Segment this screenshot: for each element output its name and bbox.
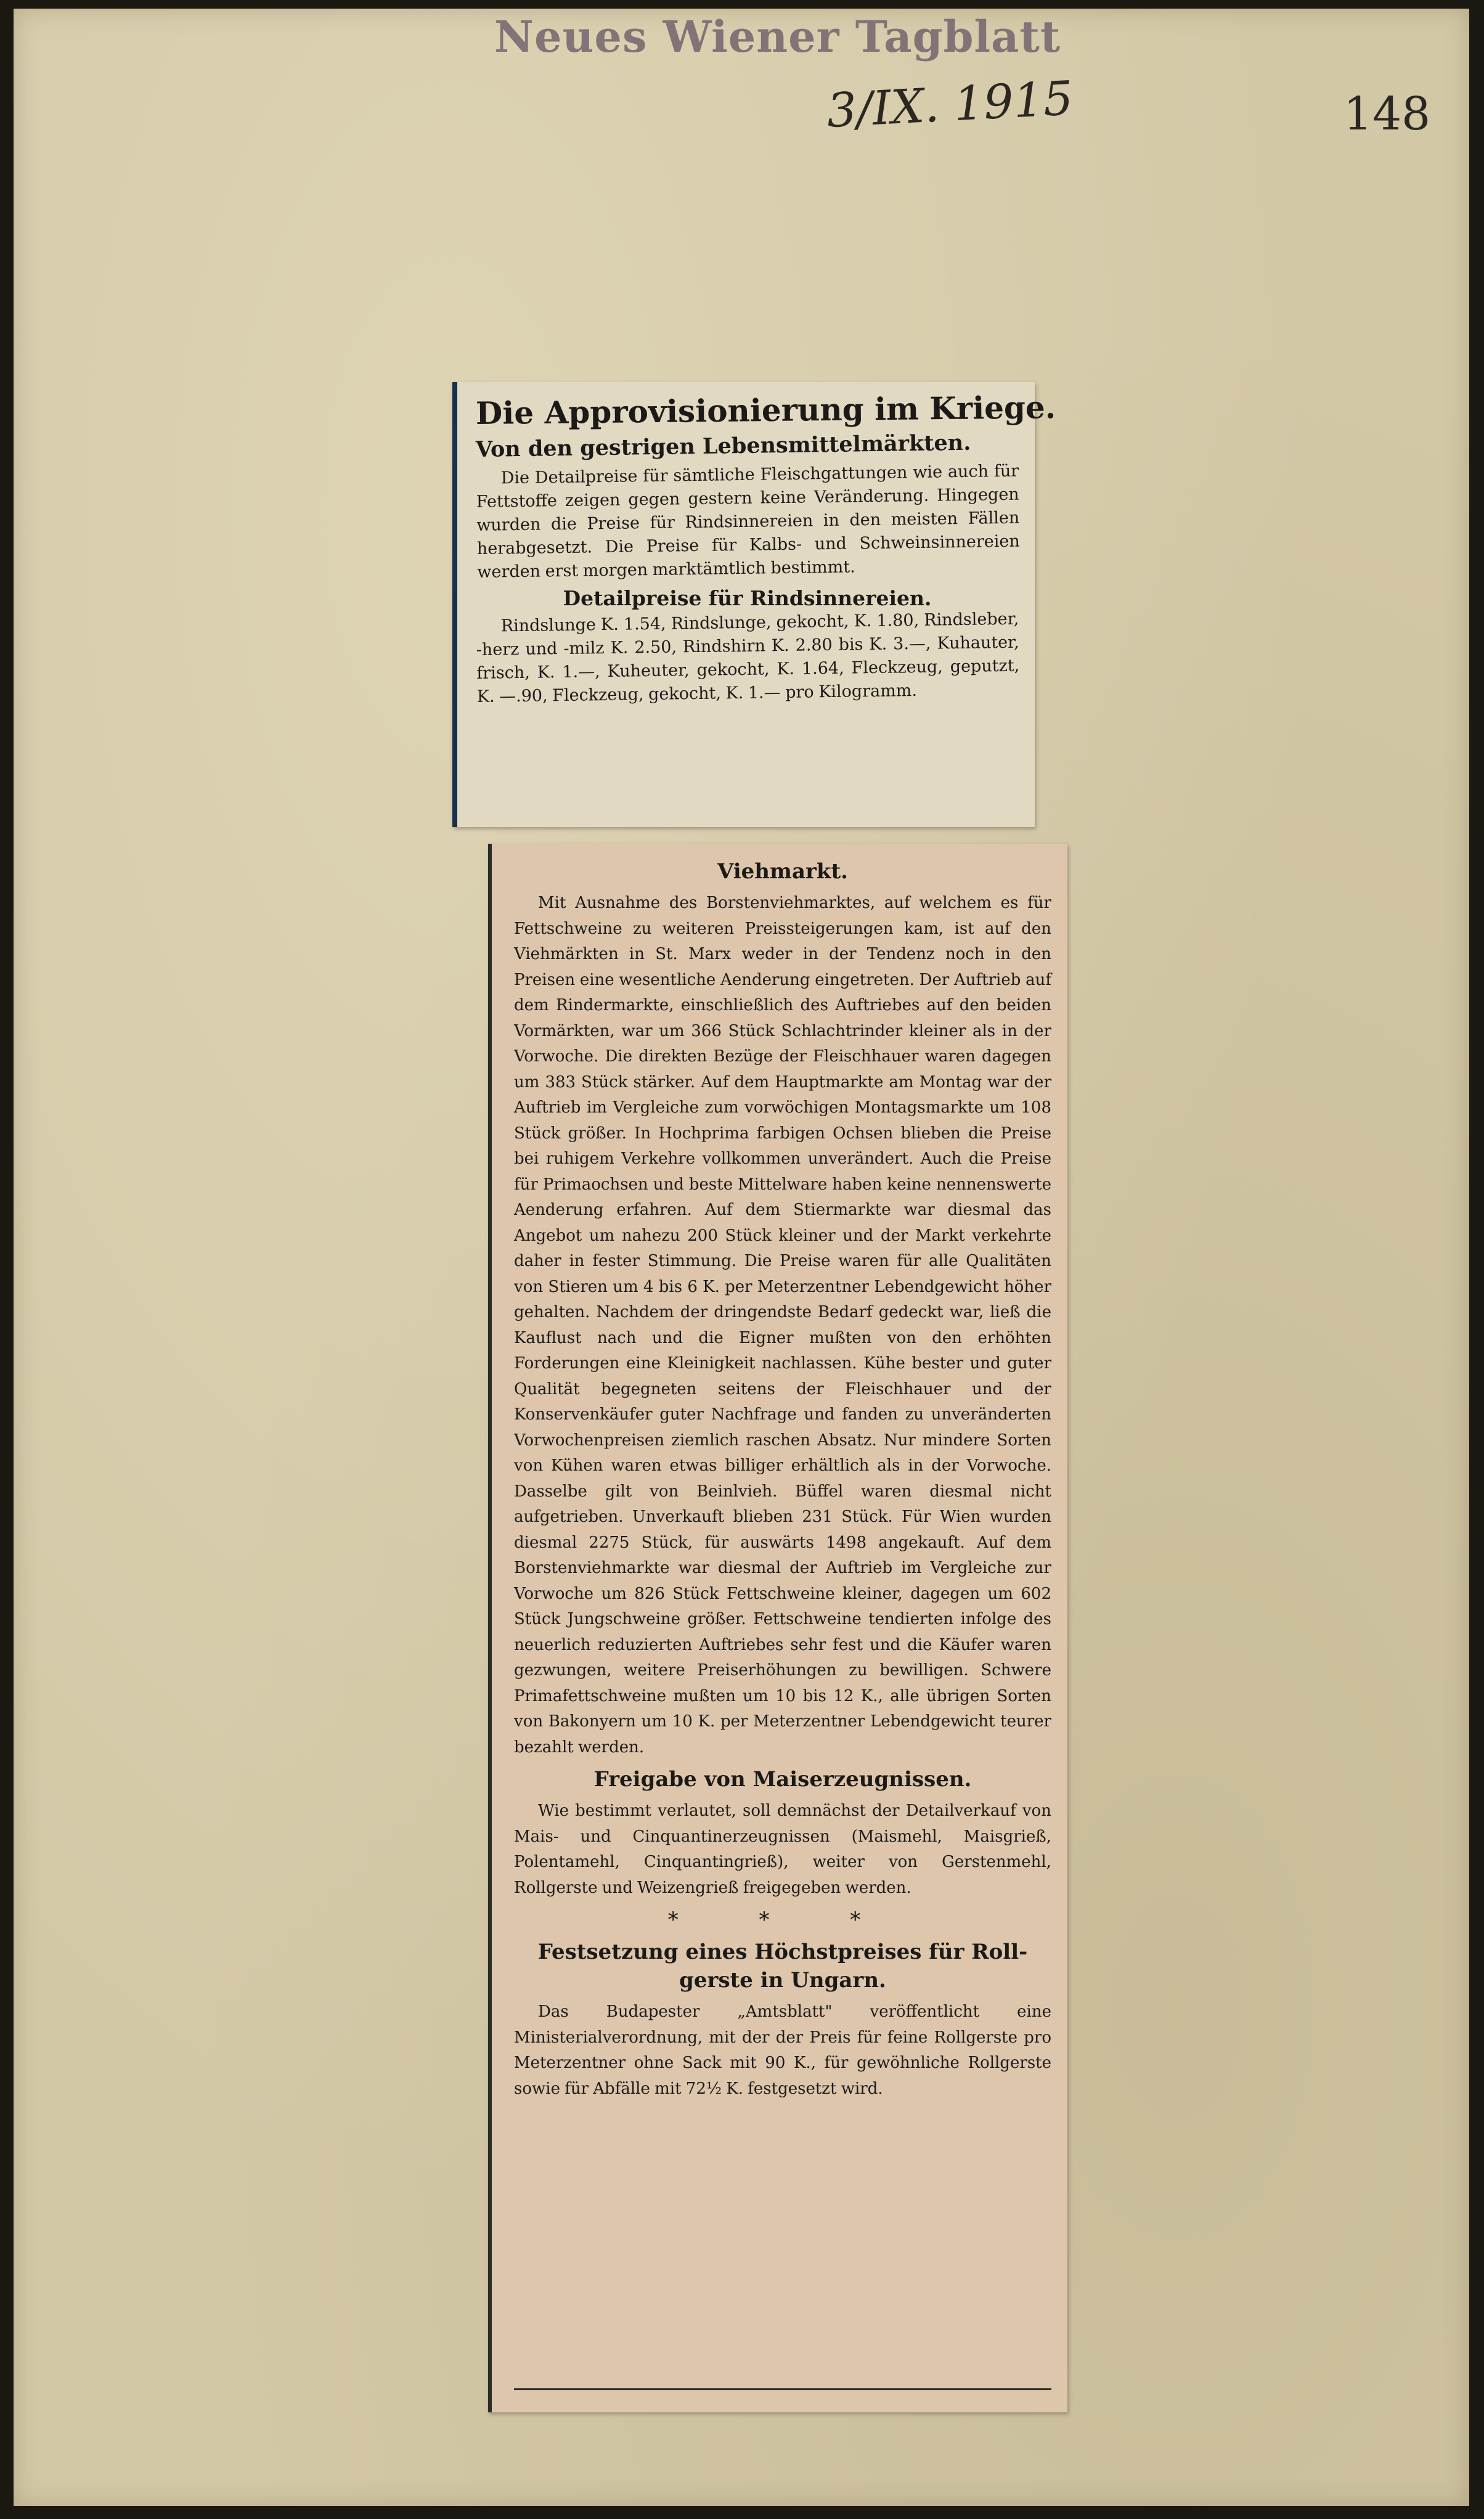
viehmarkt-paragraph: Mit Ausnahme des Borstenviehmarktes, auf welchem es für Fettschweine zu weiteren Preissteigerungen kam, ist auf den Viehmärkten in St. Marx weder in der Tendenz noch in den Preisen eine wesentliche Aenderung eingetreten. Der Auftrieb auf dem Rindermarkte, einschließlich des Auftriebes auf den beiden Vormärkten, war um 366 Stück Schlachtrinder kleiner als in der Vorwoche. Die direkten Bezüge der Fleischhauer waren dagegen um 383 Stück stärker. Auf dem Hauptmarkte am Montag war der Auftrieb im Vergleiche zum vorwöchigen Montagsmarkte um 108 Stück größer. In Hochprima farbigen Ochsen blieben die Preise bei ruhigem Verkehre vollkommen unverändert. Auch die Preise für Primaochsen und beste Mittelware haben keine nennenswerte Aenderung erfahren. Auf dem Stiermarkte war diesmal das Angebot um nahezu 200 Stück kleiner und der Markt verkehrte daher in fester Stimmung. Die Preise waren für alle Qualitäten von Stieren um 4 bis 6 K. per Meterzentner Lebendgewicht höher gehalten. Nachdem der dringendste Bedarf gedeckt war, ließ die Kauflust nach und die Eigner mußten von den erhöhten Forderungen eine Kleinigkeit nachlassen. Kühe bester und guter Qualität begegneten seitens der Fleischhauer und der Konservenkäufer guter Nachfrage und fanden zu unveränderten Vorwochenpreisen ziemlich raschen Absatz. Nur mindere Sorten von Kühen waren etwas billiger erhältlich als in der Vorwoche. Dasselbe gilt von Beinlvieh. Büffel waren diesmal nicht aufgetrieben. Unverkauft blieben 231 Stück. Für Wien wurden diesmal 2275 Stück, für auswärts 1498 angekauft. Auf dem Borstenviehmarkte war diesmal der Auftrieb im Vergleiche zur Vorwoche um 826 Stück Fettschweine kleiner, dagegen um 602 Stück Jungschweine größer. Fettschweine tendierten infolge des neuerlich reduzierten Auftriebes sehr fest und die Käufer waren gezwungen, weitere Preiserhöhungen zu bewilligen. Schwere Primafettschweine mußten um 10 bis 12 K., alle übrigen Sorten von Bakonyern um 10 K. per Meterzentner Lebendgewicht teurer bezahlt werden. xyxy=(514,894,1051,1757)
clipping-viehmarkt xyxy=(488,844,1067,2412)
archive-sheet xyxy=(14,9,1469,2506)
rollgerste-title-line-1: Festsetzung eines Höchstpreises für Roll- xyxy=(537,1940,1028,1964)
clipping-approvisionierung xyxy=(452,382,1056,827)
handwritten-date: 3/IX. 1915 xyxy=(825,70,1075,138)
section-title-viehmarkt: Viehmarkt. xyxy=(717,859,849,884)
prices-paragraph: Rindslunge K. 1.54, Rindslunge, gekocht, K. 1.80, Rindsleber, -herz und -milz K. 2.50, Rindshirn K. 2.80 bis K. 3.—, Kuhauter, frisch, K. 1.—, Kuheuter, gekocht, K. 1.64, Fleckzeug, geputzt, K. —.90, Fleckzeug, gekocht, K. 1.— pro Kilogramm. xyxy=(476,609,1020,706)
intro-paragraph: Die Detailpreise für sämtliche Fleischgattungen wie auch für Fettstoffe zeigen gegen gestern keine Veränderung. Hingegen wurden die Preise für Rindsinnereien in den meisten Fällen herabgesetzt. Die Preise für Kalbs- und Schweinsinnereien werden erst morgen marktämtlich bestimmt. xyxy=(476,461,1020,582)
section-title-rindsinnereien: Detailpreise für Rindsinnereien. xyxy=(563,586,932,610)
folio-number: 148 xyxy=(1343,88,1431,141)
rollgerste-title-line-2: gerste in Ungarn. xyxy=(679,1968,886,1993)
clipping-subhead: Von den gestrigen Lebensmittelmärkten. xyxy=(475,430,971,462)
mais-paragraph: Wie bestimmt verlautet, soll demnächst der Detailverkauf von Mais- und Cinquantinerzeugnissen (Maismehl, Maisgrieß, Polentamehl, Cinquantingrieß), weiter von Gerstenmehl, Rollgerste und Weizengrieß freigegeben werden. xyxy=(514,1802,1051,1897)
asterism-separator: * * * xyxy=(667,1908,898,1932)
section-title-maiserzeugnisse: Freigabe von Maiserzeugnissen. xyxy=(593,1767,972,1792)
clipping-headline: Die Approvisionierung im Kriege. xyxy=(475,389,1056,431)
masthead-stamp: Neues Wiener Tagblatt xyxy=(494,11,1061,62)
section-title-rollgerste xyxy=(514,1938,1051,1994)
rollgerste-paragraph: Das Budapester „Amtsblatt" veröffentlicht eine Ministerialverordnung, mit der der Preis für feine Rollgerste pro Meterzentner ohne Sack mit 90 K., für gewöhnliche Rollgerste sowie für Abfälle mit 72½ K. festgesetzt wird. xyxy=(514,2003,1051,2098)
